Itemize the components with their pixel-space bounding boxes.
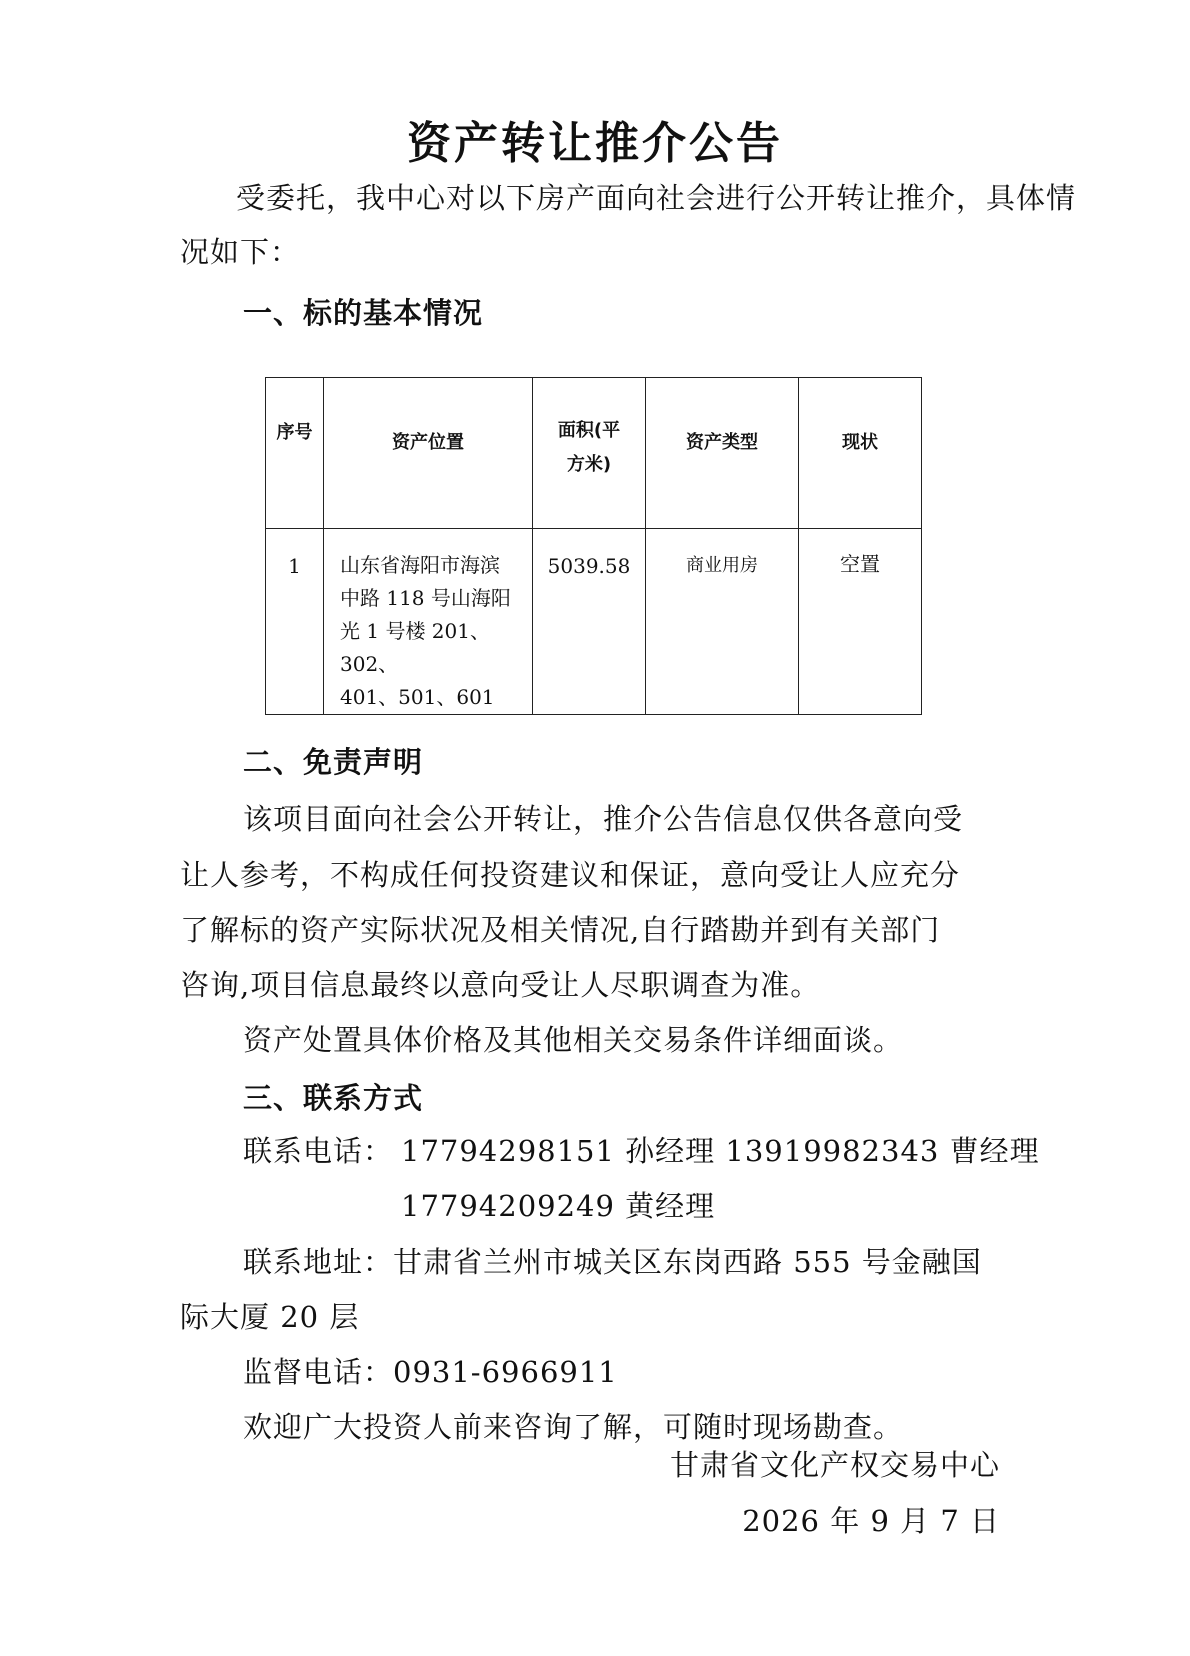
intro-line-1: 受委托，我中心对以下房产面向社会进行公开转让推介，具体情 bbox=[236, 181, 1077, 215]
header-area-line1: 面积(平 bbox=[557, 420, 621, 441]
disclaimer-line-3: 了解标的资产实际状况及相关情况,自行踏勘并到有关部门 bbox=[180, 913, 941, 947]
cell-location-line: 中路 118 号山海阳 bbox=[340, 586, 511, 610]
signature-date: 2026 年 9 月 7 日 bbox=[742, 1504, 1000, 1538]
cell-status: 空置 bbox=[840, 552, 880, 576]
supervision-phone: 监督电话：0931-6966911 bbox=[243, 1355, 618, 1389]
table-header-row bbox=[266, 378, 922, 529]
cell-location-line: 401、501、601 bbox=[340, 685, 495, 709]
section3-heading: 三、联系方式 bbox=[243, 1081, 424, 1115]
asset-table bbox=[265, 377, 922, 715]
cell-area: 5039.58 bbox=[547, 554, 631, 578]
address-line-2: 际大厦 20 层 bbox=[180, 1300, 360, 1334]
phone-line-1: 17794298151 孙经理 13919982343 曹经理 bbox=[401, 1134, 1040, 1168]
header-status: 现状 bbox=[842, 432, 878, 453]
intro-line-2: 况如下： bbox=[180, 235, 301, 269]
header-seq: 序号 bbox=[276, 422, 313, 443]
cell-location-line: 光 1 号楼 201、302、 bbox=[340, 619, 490, 676]
phone-line-2: 17794209249 黄经理 bbox=[401, 1189, 716, 1223]
disclaimer-price-note: 资产处置具体价格及其他相关交易条件详细面谈。 bbox=[243, 1023, 904, 1057]
section2-heading: 二、免责声明 bbox=[243, 745, 424, 779]
welcome-note: 欢迎广大投资人前来咨询了解，可随时现场勘查。 bbox=[243, 1410, 904, 1444]
cell-seq: 1 bbox=[288, 554, 301, 578]
header-area-line2: 方米) bbox=[566, 454, 612, 475]
signature-org: 甘肃省文化产权交易中心 bbox=[669, 1448, 1000, 1482]
disclaimer-line-2: 让人参考，不构成任何投资建议和保证，意向受让人应充分 bbox=[180, 858, 961, 892]
header-type: 资产类型 bbox=[686, 432, 758, 453]
address-line-1: 联系地址：甘肃省兰州市城关区东岗西路 555 号金融国 bbox=[243, 1245, 982, 1279]
header-location: 资产位置 bbox=[392, 432, 464, 453]
disclaimer-line-1: 该项目面向社会公开转让，推介公告信息仅供各意向受 bbox=[243, 802, 964, 836]
section1-heading: 一、标的基本情况 bbox=[243, 296, 484, 330]
cell-location-line: 山东省海阳市海滨 bbox=[340, 553, 500, 577]
page-title: 资产转让推介公告 bbox=[407, 118, 783, 169]
phone-label: 联系电话： bbox=[243, 1134, 394, 1168]
table-row bbox=[266, 529, 922, 715]
cell-type: 商业用房 bbox=[686, 555, 758, 576]
disclaimer-line-4: 咨询,项目信息最终以意向受让人尽职调查为准。 bbox=[180, 968, 821, 1002]
